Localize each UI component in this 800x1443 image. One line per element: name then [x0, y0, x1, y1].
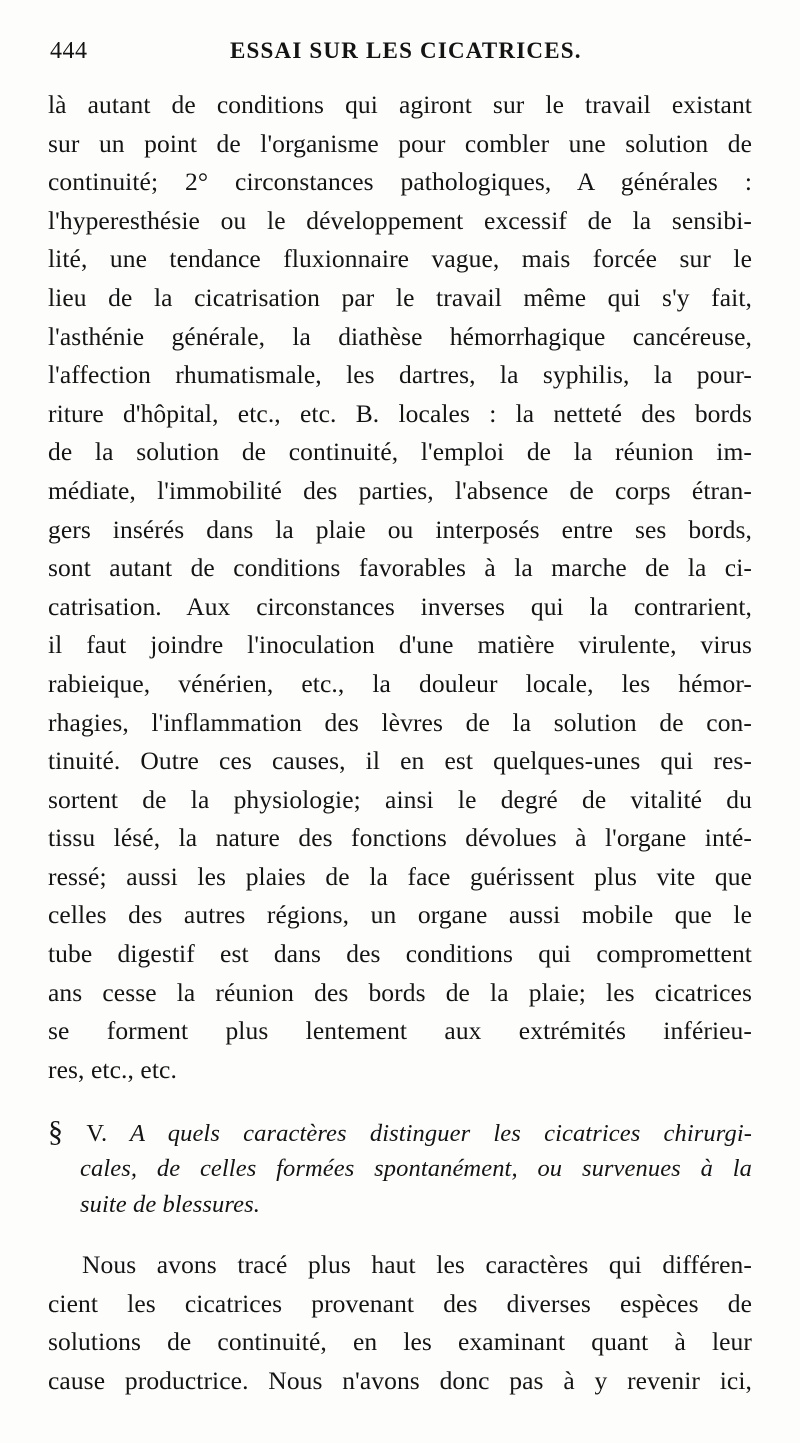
text-line: l'asthénie générale, la diathèse hémorrhagique cancéreuse,: [48, 321, 752, 351]
text-line: se forment plus lentement aux extrémités inférieu-: [48, 1016, 752, 1046]
text-line: l'hyperesthésie ou le développement excessif de la sensibi-: [48, 205, 752, 235]
text-line: rhagies, l'inflammation des lèvres de la solution de con-: [48, 707, 752, 737]
text-line: riture d'hôpital, etc., etc. B. locales : la netteté des bords: [48, 398, 752, 428]
text-line: ressé; aussi les plaies de la face guérissent plus vite que: [48, 861, 752, 891]
text-line: cient les cicatrices provenant des diverses espèces de: [48, 1288, 752, 1318]
section-number: V.: [86, 1120, 108, 1147]
section-heading: [48, 1114, 752, 1224]
text-line: il faut joindre l'inoculation d'une matière virulente, virus: [48, 630, 752, 660]
text-line: sont autant de conditions favorables à la marche de la ci-: [48, 553, 752, 583]
page-header: [50, 38, 750, 72]
text-line: catrisation. Aux circonstances inverses qui la contrarient,: [48, 591, 752, 621]
text-line: là autant de conditions qui agiront sur le travail existant: [48, 90, 752, 119]
text-line: tissu lésé, la nature des fonctions dévolues à l'organe inté-: [48, 823, 752, 853]
second-paragraph: [48, 1246, 752, 1400]
text-line: sur un point de l'organisme pour combler une solution de: [48, 128, 752, 158]
text-line: lieu de la cicatrisation par le travail même qui s'y fait,: [48, 282, 752, 312]
running-head: ESSAI SUR LES CICATRICES.: [230, 38, 582, 63]
text-line: cause productrice. Nous n'avons donc pas à y revenir ici,: [48, 1365, 752, 1395]
text-line: sortent de la physiologie; ainsi le degré de vitalité du: [48, 784, 752, 814]
text-line: celles des autres régions, un organe aussi mobile que le: [48, 900, 752, 930]
section-heading-line: suite de blessures.: [80, 1191, 260, 1218]
text-line: de la solution de continuité, l'emploi de la réunion im-: [48, 437, 752, 467]
text-line: l'affection rhumatismale, les dartres, la syphilis, la pour-: [48, 360, 752, 390]
text-line: solutions de continuité, en les examinant quant à leur: [48, 1327, 752, 1357]
text-line: ans cesse la réunion des bords de la plaie; les cicatrices: [48, 977, 752, 1007]
page-number: 444: [50, 38, 88, 64]
text-line: Nous avons tracé plus haut les caractères qui différen-: [82, 1250, 752, 1279]
text-line: lité, une tendance fluxionnaire vague, mais forcée sur le: [48, 244, 752, 274]
main-paragraph: [48, 86, 752, 1089]
section-heading-line: cales, de celles formées spontanément, ou survenues à la: [80, 1154, 752, 1182]
section-title-part: A quels caractères distinguer les cicatrices chirurgi-: [129, 1120, 752, 1147]
text-line: tube digestif est dans des conditions qui compromettent: [48, 939, 752, 969]
text-line: tinuité. Outre ces causes, il en est quelques-unes qui res-: [48, 746, 752, 776]
text-line: res, etc., etc.: [48, 1054, 177, 1084]
section-mark: §: [48, 1115, 64, 1148]
text-line: médiate, l'immobilité des parties, l'absence de corps étran-: [48, 475, 752, 505]
text-line: gers insérés dans la plaie ou interposés entre ses bords,: [48, 514, 752, 544]
text-line: continuité; 2° circonstances pathologiques, A générales :: [48, 167, 752, 197]
section-heading-line: [48, 1114, 752, 1151]
text-line: rabieique, vénérien, etc., la douleur locale, les hémor-: [48, 668, 752, 698]
